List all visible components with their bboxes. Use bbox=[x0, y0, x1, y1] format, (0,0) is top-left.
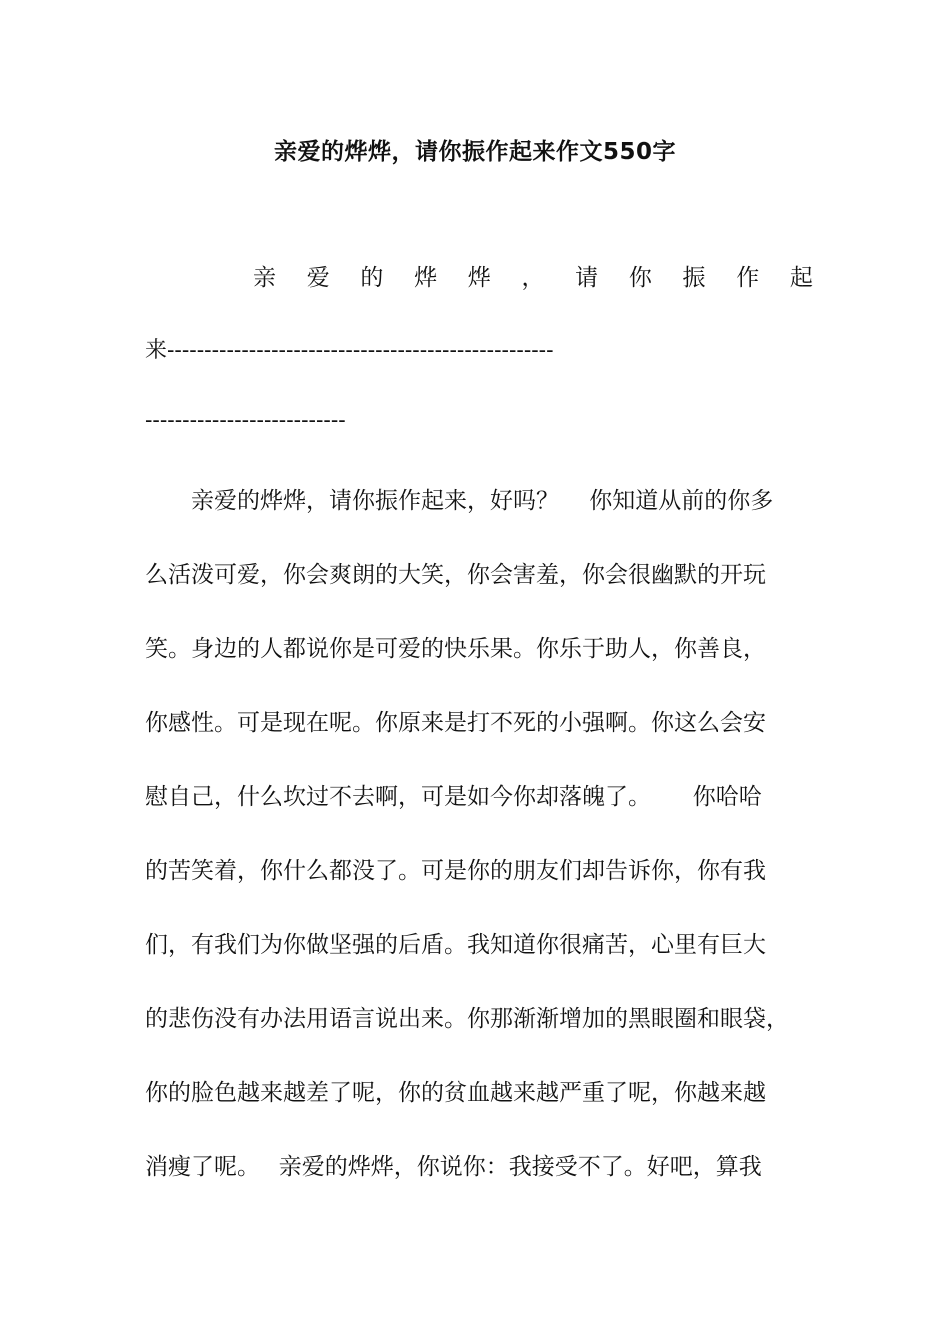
body-text-line: 慰自己，什么坎过不去啊，可是如今你却落魄了。 你哈哈 bbox=[145, 784, 762, 810]
subtitle-char: 起 bbox=[789, 265, 813, 291]
body-text-line: 你感性。可是现在呢。你原来是打不死的小强啊。你这么会安 bbox=[145, 710, 766, 736]
dash-separator-line: --------------------------- bbox=[145, 408, 346, 433]
subtitle-char: 亲 bbox=[253, 265, 276, 291]
dash-separator-line: 来---------------------------------------------------- bbox=[145, 338, 554, 363]
subtitle-char: 烨 bbox=[414, 265, 438, 291]
subtitle-line bbox=[253, 262, 813, 294]
document-title: 亲爱的烨烨，请你振作起来作文550字 bbox=[273, 139, 676, 165]
subtitle-char: 作 bbox=[736, 265, 760, 291]
body-text-line: 消瘦了呢。 亲爱的烨烨，你说你：我接受不了。好吧，算我 bbox=[145, 1154, 762, 1180]
body-text-line: 亲爱的烨烨，请你振作起来，好吗？ 你知道从前的你多 bbox=[145, 488, 774, 514]
body-text-line: 笑。身边的人都说你是可爱的快乐果。你乐于助人，你善良， bbox=[145, 636, 766, 662]
body-text-line: 的苦笑着，你什么都没了。可是你的朋友们却告诉你，你有我 bbox=[145, 858, 766, 884]
subtitle-char: 振 bbox=[682, 265, 706, 291]
subtitle-char: ， bbox=[521, 265, 545, 291]
body-text-line: 你的脸色越来越差了呢，你的贫血越来越严重了呢，你越来越 bbox=[145, 1080, 766, 1106]
body-text-line: 的悲伤没有办法用语言说出来。你那渐渐增加的黑眼圈和眼袋， bbox=[145, 1006, 789, 1032]
body-text-line: 们，有我们为你做坚强的后盾。我知道你很痛苦，心里有巨大 bbox=[145, 932, 766, 958]
subtitle-char: 爱 bbox=[306, 265, 330, 291]
body-text-line: 么活泼可爱，你会爽朗的大笑，你会害羞，你会很幽默的开玩 bbox=[145, 562, 766, 588]
subtitle-char: 的 bbox=[360, 265, 384, 291]
subtitle-char: 请 bbox=[575, 265, 599, 291]
subtitle-char: 烨 bbox=[467, 265, 491, 291]
subtitle-char: 你 bbox=[628, 265, 652, 291]
